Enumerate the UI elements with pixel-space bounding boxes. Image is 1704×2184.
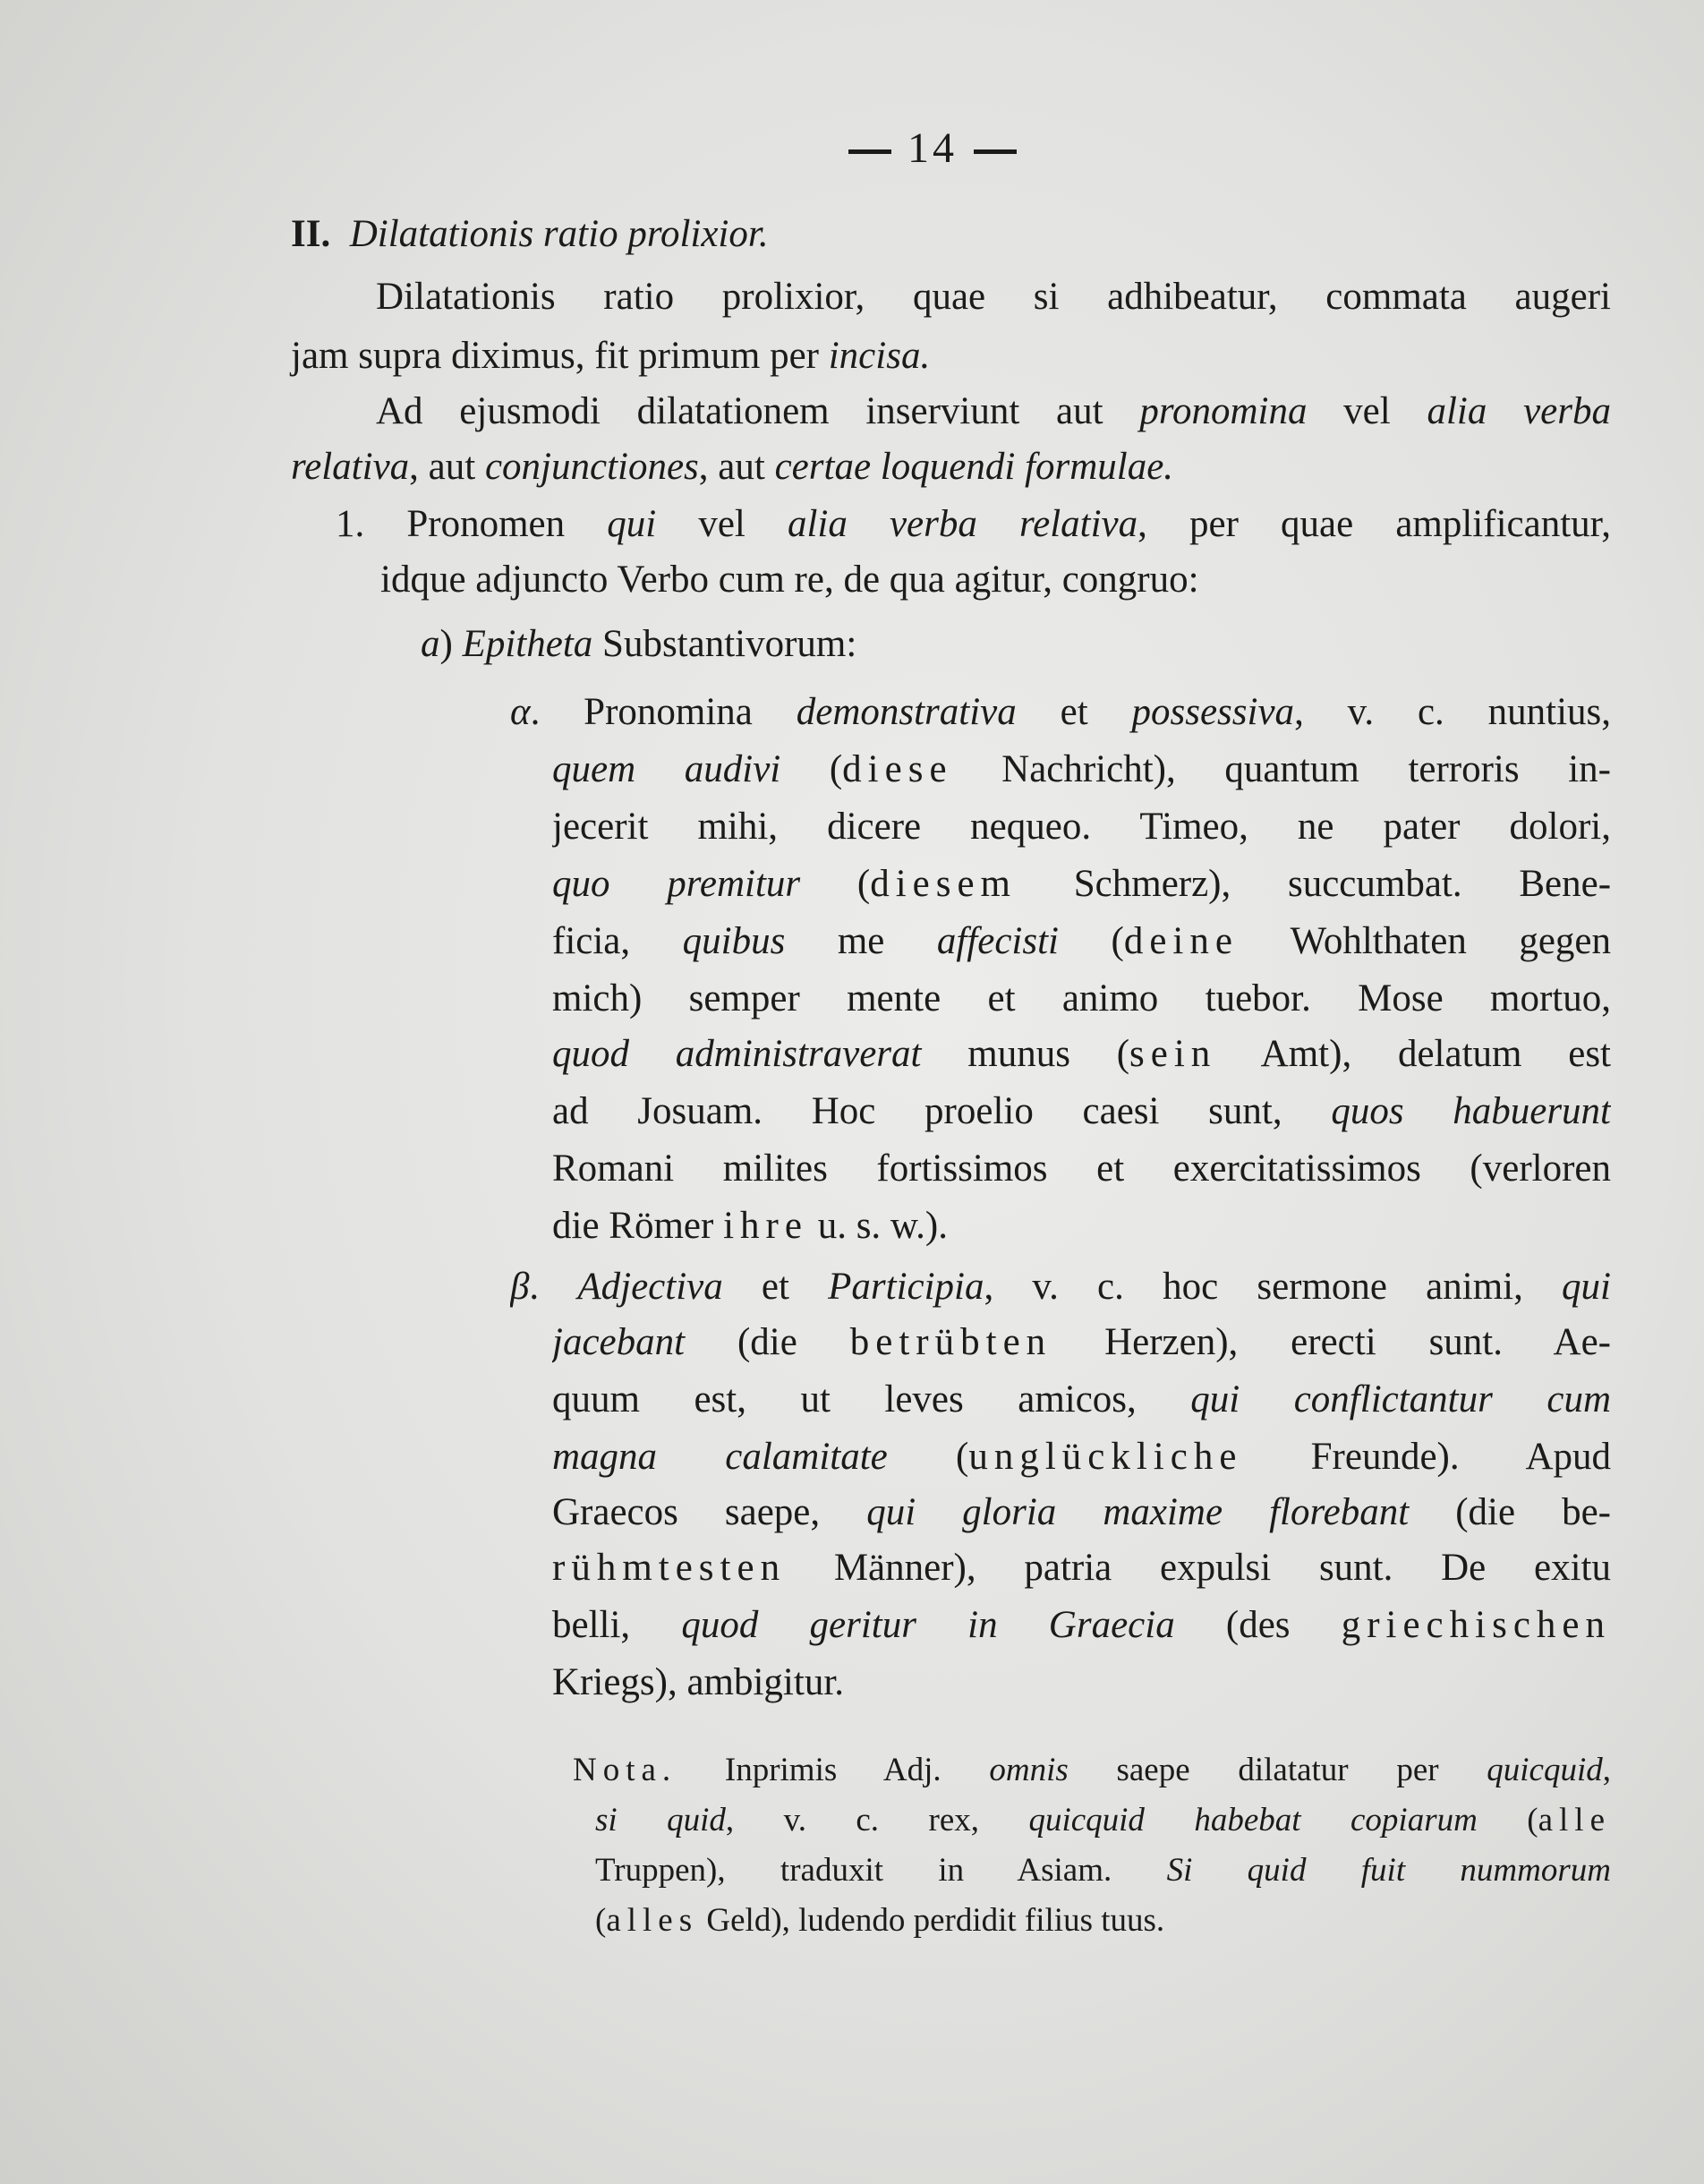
text-line	[376, 385, 1611, 439]
text-segment: jam supra diximus, fit primum per	[291, 335, 829, 377]
text-segment: magna calamitate	[552, 1436, 888, 1478]
text-segment: affecisti	[936, 920, 1059, 962]
text-segment: Substantivorum:	[592, 623, 857, 665]
text-segment: β	[510, 1266, 530, 1308]
text-segment: sein	[1129, 1033, 1217, 1075]
text-segment: Ad ejusmodi dilatationem inserviunt aut	[376, 390, 1140, 432]
text-segment: si quid	[595, 1802, 726, 1838]
text-segment: Adjectiva	[577, 1266, 723, 1308]
text-segment: Schmerz), succumbat. Bene-	[1017, 863, 1611, 905]
text-segment: griechischen	[1341, 1604, 1611, 1646]
text-segment: 1. Pronomen	[336, 503, 608, 545]
dash-left	[848, 149, 891, 154]
text-line	[552, 1541, 1611, 1595]
text-segment: conjunctiones	[484, 446, 699, 488]
text-segment: Nota.	[573, 1752, 677, 1788]
text-segment: , aut	[698, 446, 775, 488]
text-segment: saepe dilatatur per	[1068, 1752, 1487, 1788]
note-line	[595, 1847, 1611, 1894]
section-heading	[291, 208, 769, 261]
text-segment: quod administraverat	[552, 1033, 922, 1075]
text-line	[552, 1656, 844, 1710]
text-segment: demonstrativa	[796, 691, 1017, 733]
text-segment: diesem	[870, 863, 1018, 905]
text-line	[510, 1260, 1611, 1314]
text-segment: Geld), ludendo perdidit filius tuus.	[698, 1902, 1165, 1939]
text-segment: alia verba	[1427, 390, 1611, 432]
text-segment: qui gloria maxime florebant	[866, 1491, 1410, 1533]
text-line	[552, 915, 1611, 968]
text-segment: Epitheta	[462, 623, 593, 665]
text-segment: ihre	[723, 1205, 808, 1247]
page-number	[832, 124, 1033, 173]
page-number-text: 14	[907, 124, 958, 172]
text-line	[552, 1373, 1611, 1427]
text-line	[376, 270, 1611, 324]
text-segment: alles	[606, 1902, 699, 1939]
text-segment: qui	[607, 503, 657, 545]
text-segment: deine	[1123, 920, 1239, 962]
text-line	[552, 1028, 1611, 1081]
text-segment: quicquid	[1487, 1752, 1603, 1788]
text-segment: , v. c. hoc sermone animi,	[984, 1266, 1563, 1308]
text-segment: et	[1016, 691, 1132, 733]
text-segment: Kriegs), ambigitur.	[552, 1661, 845, 1703]
text-segment: ad Josuam. Hoc proelio caesi sunt,	[552, 1090, 1332, 1132]
text-segment: diese	[842, 748, 953, 790]
text-line	[552, 1316, 1611, 1369]
text-segment: (die be-	[1409, 1491, 1611, 1533]
text-segment: alle	[1538, 1802, 1611, 1838]
text-segment: . Pronomina	[530, 691, 797, 733]
text-segment: , aut	[409, 446, 485, 488]
text-segment: ,	[1602, 1752, 1611, 1788]
text-line	[291, 329, 930, 383]
text-segment: me	[785, 920, 937, 962]
text-segment: Graecos saepe,	[552, 1491, 867, 1533]
text-segment: munus (	[921, 1033, 1130, 1075]
text-segment: vel	[1307, 390, 1427, 432]
text-segment: quo premitur	[552, 863, 801, 905]
text-segment: α	[510, 691, 531, 733]
text-segment: , per quae amplificantur,	[1137, 503, 1611, 545]
text-segment: pronomina	[1139, 390, 1308, 432]
text-line	[291, 440, 1173, 494]
text-segment: Participia	[828, 1266, 984, 1308]
text-segment: quum est, ut leves amicos,	[552, 1378, 1191, 1420]
text-line	[552, 1486, 1611, 1540]
text-segment: , v. c. rex,	[725, 1802, 1029, 1838]
text-segment: Amt), delatum est	[1216, 1033, 1611, 1075]
text-segment: mich) semper mente et animo tuebor. Mose mortuo,	[552, 977, 1611, 1019]
text-segment: (	[1477, 1802, 1538, 1838]
text-line	[552, 800, 1611, 854]
text-line	[421, 618, 856, 671]
section-heading-title: Dilatationis ratio prolixior.	[349, 213, 769, 255]
text-segment: , v. c. nuntius,	[1294, 691, 1611, 733]
text-segment: u. s. w.).	[807, 1205, 949, 1247]
text-segment: quos habuerunt	[1331, 1090, 1611, 1132]
text-segment: qui	[1562, 1266, 1611, 1308]
text-segment: (	[800, 863, 871, 905]
text-segment: betrübten	[849, 1321, 1052, 1363]
text-line	[552, 1142, 1611, 1196]
text-segment: .	[529, 1266, 578, 1308]
note-line	[573, 1747, 1611, 1794]
text-segment: (	[595, 1902, 607, 1939]
text-segment: ficia,	[552, 920, 683, 962]
text-segment: Herzen), erecti sunt. Ae-	[1052, 1321, 1611, 1363]
text-segment: alia verba relativa	[787, 503, 1138, 545]
text-line	[552, 1599, 1611, 1652]
text-segment: Wohlthaten gegen	[1238, 920, 1611, 962]
text-line	[552, 1199, 948, 1253]
text-segment: rühmtesten	[552, 1547, 787, 1589]
text-segment: Romani milites fortissimos et exercitatissimos (verloren	[552, 1147, 1611, 1190]
text-segment: (	[1059, 920, 1124, 962]
text-segment: Inprimis Adj.	[677, 1752, 990, 1788]
text-segment: Dilatationis ratio prolixior, quae si adhibeatur, commata augeri	[376, 276, 1611, 318]
text-segment: quicquid habebat copiarum	[1028, 1802, 1478, 1838]
text-segment: unglückliche	[968, 1436, 1243, 1478]
text-line	[552, 1085, 1611, 1139]
text-segment: a	[421, 623, 440, 665]
text-segment: (des	[1174, 1604, 1342, 1646]
text-segment: quem audivi	[552, 748, 781, 790]
text-segment: Nachricht), quantum terroris in-	[952, 748, 1611, 790]
text-segment: et	[722, 1266, 829, 1308]
text-line	[552, 1430, 1611, 1484]
text-segment: quibus	[682, 920, 786, 962]
text-segment: certae loquendi formulae.	[774, 446, 1174, 488]
text-segment: jacebant	[552, 1321, 686, 1363]
text-line	[552, 972, 1611, 1026]
text-segment: idque adjuncto Verbo cum re, de qua agitur, congruo:	[380, 559, 1199, 601]
text-segment: relativa	[291, 446, 410, 488]
dash-right	[974, 149, 1017, 154]
text-line	[510, 686, 1611, 739]
text-line	[380, 553, 1199, 607]
text-segment: die Römer	[552, 1205, 724, 1247]
text-segment: (	[887, 1436, 969, 1478]
text-segment: incisa.	[828, 335, 931, 377]
note-line	[595, 1797, 1611, 1844]
text-segment: Truppen), traduxit in Asiam.	[595, 1852, 1167, 1889]
text-segment: Si quid fuit nummorum	[1166, 1852, 1611, 1889]
text-segment: vel	[656, 503, 788, 545]
text-segment: quod geritur in Graecia	[681, 1604, 1175, 1646]
text-line	[552, 743, 1611, 797]
note-line	[595, 1898, 1164, 1944]
text-segment: possessiva	[1131, 691, 1295, 733]
text-segment: )	[439, 623, 463, 665]
text-segment: (die	[685, 1321, 850, 1363]
text-line	[336, 498, 1611, 551]
text-segment: belli,	[552, 1604, 682, 1646]
text-segment: omnis	[989, 1752, 1069, 1788]
section-heading-number: II.	[291, 213, 331, 255]
text-segment: jecerit mihi, dicere nequeo. Timeo, ne pater dolori,	[552, 806, 1611, 848]
text-segment: Freunde). Apud	[1242, 1436, 1611, 1478]
text-segment: (	[780, 748, 843, 790]
text-line	[552, 857, 1611, 911]
text-segment: Männer), patria expulsi sunt. De exitu	[786, 1547, 1611, 1589]
text-segment: qui conflictantur cum	[1190, 1378, 1611, 1420]
